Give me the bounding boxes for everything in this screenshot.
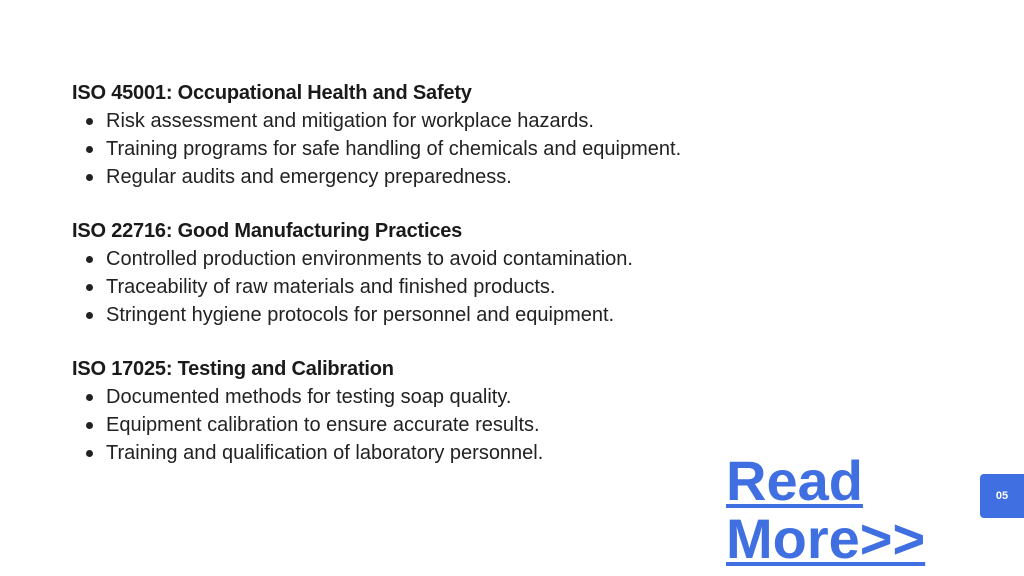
bullet-item: Training and qualification of laboratory personnel. [86, 439, 792, 467]
section-title: ISO 17025: Testing and Calibration [72, 358, 394, 380]
bullet-item: Stringent hygiene protocols for personnel and equipment. [86, 301, 792, 329]
bullet-item: Documented methods for testing soap quality. [86, 383, 792, 411]
page-number: 05 [995, 490, 1009, 502]
bullet-item: Equipment calibration to ensure accurate results. [86, 411, 792, 439]
bullet-item: Regular audits and emergency preparedness. [86, 163, 792, 191]
bullet-item: Risk assessment and mitigation for workplace hazards. [86, 107, 792, 135]
bullet-list [72, 107, 792, 191]
bullet-item: Controlled production environments to avoid contamination. [86, 245, 792, 273]
content-area [72, 80, 792, 494]
read-more-line2: More>> [726, 507, 926, 570]
bullet-list [72, 383, 792, 467]
section-iso-17025 [72, 356, 792, 467]
section-iso-45001 [72, 80, 792, 191]
bullet-item: Traceability of raw materials and finished products. [86, 273, 792, 301]
section-title: ISO 45001: Occupational Health and Safety [72, 82, 472, 104]
read-more-link[interactable] [726, 449, 926, 570]
section-title: ISO 22716: Good Manufacturing Practices [72, 220, 463, 242]
bullet-item: Training programs for safe handling of chemicals and equipment. [86, 135, 792, 163]
page-number-badge [980, 474, 1024, 518]
bullet-list [72, 245, 792, 329]
read-more-line1: Read [726, 449, 863, 512]
section-iso-22716 [72, 218, 792, 329]
